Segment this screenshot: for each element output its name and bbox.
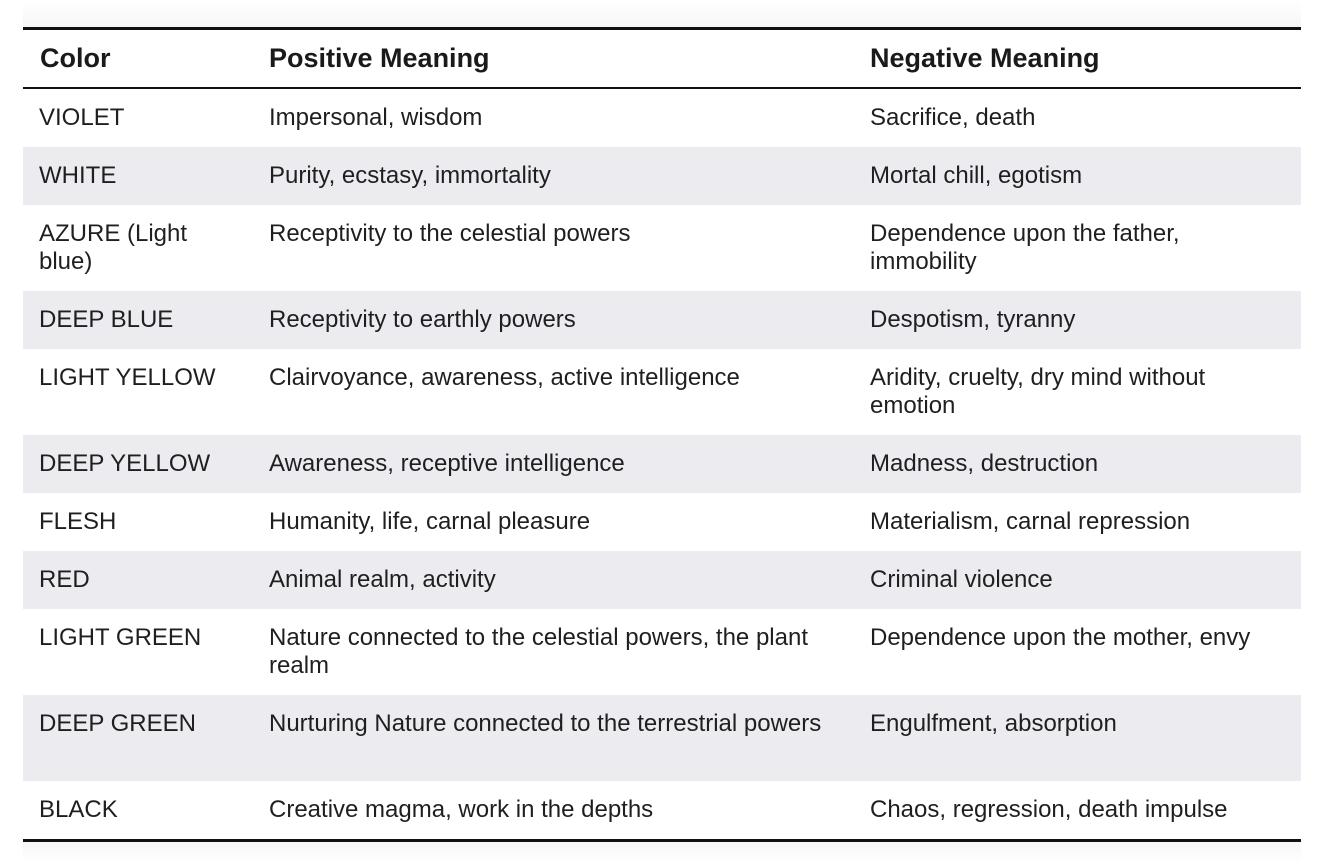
cell-color: VIOLET <box>39 104 125 131</box>
cell-negative: Despotism, tyranny <box>854 291 1301 349</box>
cell-negative: Dependence upon the father, immobility <box>870 220 1180 275</box>
cell-color: LIGHT YELLOW <box>39 364 216 391</box>
cell-positive: Nature connected to the celestial powers, the plant realm <box>269 624 808 679</box>
cell-positive: Receptivity to the celestial powers <box>269 220 631 247</box>
table-row <box>23 349 1301 435</box>
cell-positive: Purity, ecstasy, immortality <box>253 147 854 205</box>
cell-color: AZURE (Light blue) <box>39 220 188 275</box>
table-row <box>23 695 1301 781</box>
table-row <box>23 147 1301 205</box>
table-header-row <box>23 29 1301 89</box>
bottom-shade <box>23 840 1301 864</box>
table-row <box>23 781 1301 841</box>
top-shade <box>23 0 1301 28</box>
header-color: Color <box>23 29 253 89</box>
cell-negative: Chaos, regression, death impulse <box>870 796 1228 823</box>
cell-color: DEEP YELLOW <box>23 435 253 493</box>
cell-negative: Dependence upon the mother, envy <box>870 624 1251 651</box>
cell-color: BLACK <box>39 796 118 823</box>
header-negative-meaning: Negative Meaning <box>854 29 1301 89</box>
table-row <box>23 551 1301 609</box>
cell-positive: Animal realm, activity <box>253 551 854 609</box>
color-meaning-table <box>23 27 1301 842</box>
cell-positive: Creative magma, work in the depths <box>269 796 654 823</box>
table-row <box>23 609 1301 695</box>
cell-color: DEEP BLUE <box>23 291 253 349</box>
cell-color: DEEP GREEN <box>23 695 253 781</box>
cell-negative: Sacrifice, death <box>870 104 1036 131</box>
table-row <box>23 88 1301 147</box>
cell-negative: Engulfment, absorption <box>854 695 1301 781</box>
cell-positive: Receptivity to earthly powers <box>253 291 854 349</box>
cell-color: WHITE <box>23 147 253 205</box>
cell-positive: Nurturing Nature connected to the terrestrial powers <box>253 695 854 781</box>
table-row <box>23 435 1301 493</box>
cell-negative: Criminal violence <box>854 551 1301 609</box>
cell-negative: Aridity, cruelty, dry mind without emotion <box>870 364 1206 419</box>
cell-color: FLESH <box>39 508 117 535</box>
table-row <box>23 205 1301 291</box>
cell-negative: Madness, destruction <box>854 435 1301 493</box>
table-row <box>23 493 1301 551</box>
cell-color: RED <box>23 551 253 609</box>
cell-positive: Impersonal, wisdom <box>269 104 483 131</box>
cell-color: LIGHT GREEN <box>39 624 202 651</box>
header-positive-meaning: Positive Meaning <box>253 29 854 89</box>
table-row <box>23 291 1301 349</box>
cell-positive: Awareness, receptive intelligence <box>253 435 854 493</box>
cell-positive: Humanity, life, carnal pleasure <box>269 508 591 535</box>
cell-negative: Mortal chill, egotism <box>854 147 1301 205</box>
cell-positive: Clairvoyance, awareness, active intelligence <box>269 364 740 391</box>
cell-negative: Materialism, carnal repression <box>870 508 1191 535</box>
